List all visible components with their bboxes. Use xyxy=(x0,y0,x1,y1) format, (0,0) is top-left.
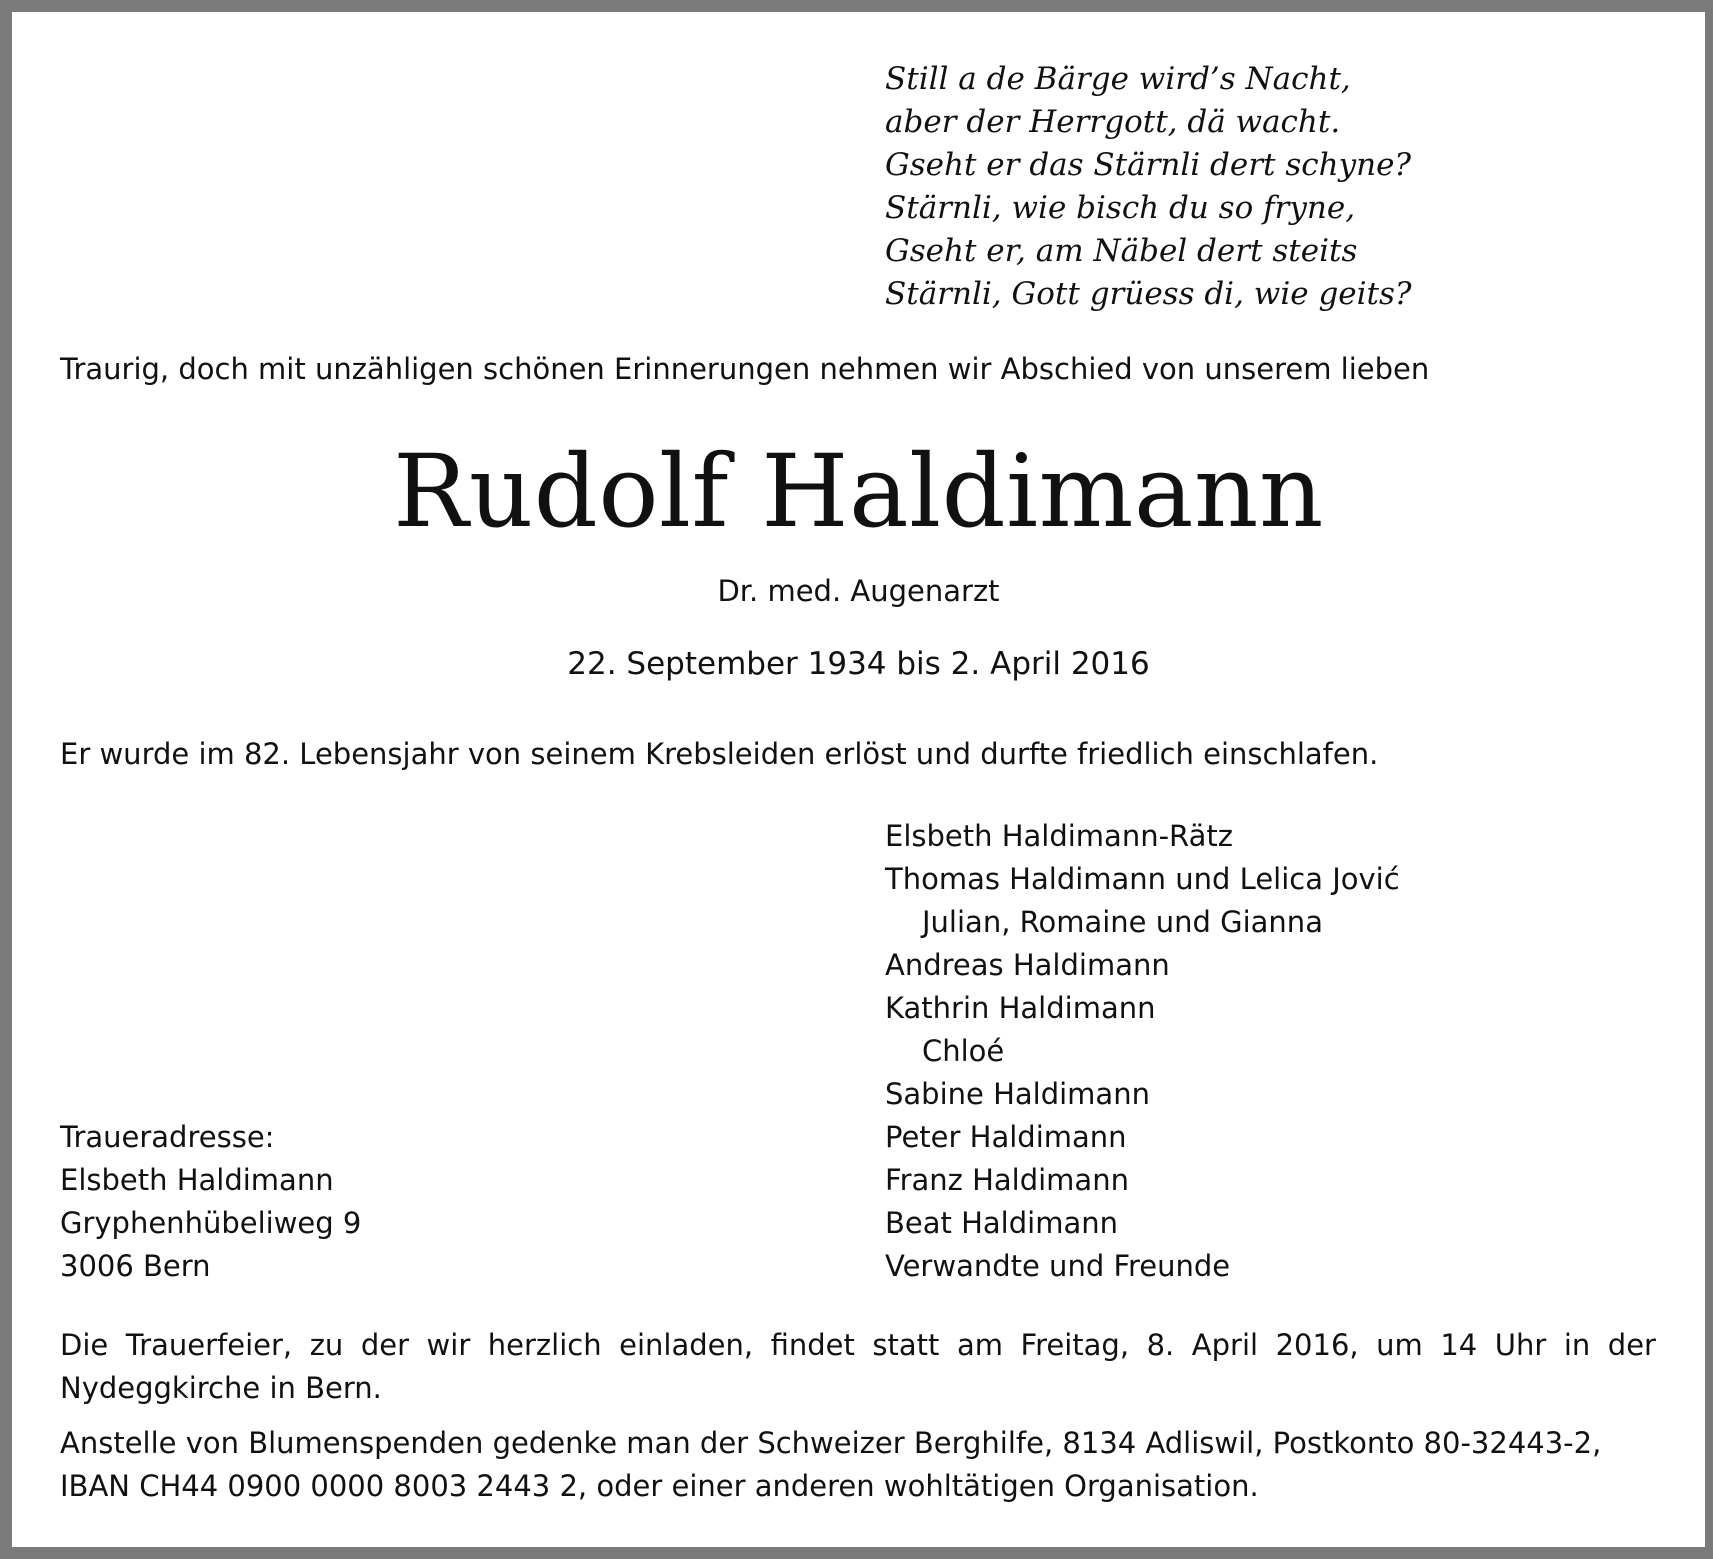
mourner: Peter Haldimann xyxy=(885,1120,1127,1154)
poem-line: Stärnli, Gott grüess di, wie geits? xyxy=(885,276,1412,312)
address-street: Gryphenhübeliweg 9 xyxy=(60,1206,362,1240)
poem xyxy=(885,58,1412,316)
mourner: Beat Haldimann xyxy=(885,1206,1118,1240)
intro-text: Traurig, doch mit unzähligen schönen Erinnerungen nehmen wir Abschied von unserem lieben xyxy=(60,352,1430,386)
poem-line: Gseht er das Stärnli dert schyne? xyxy=(885,147,1412,183)
mourner: Kathrin Haldimann xyxy=(885,991,1156,1025)
mourner: Verwandte und Freunde xyxy=(885,1249,1231,1283)
mourner: Chloé xyxy=(922,1034,1005,1068)
mourner: Julian, Romaine und Gianna xyxy=(922,905,1323,939)
ceremony-text: Die Trauerfeier, zu der wir herzlich einladen, findet statt am Freitag, 8. April 2016, um 14 Uhr in der Nydeggkirche in Bern. xyxy=(60,1328,1656,1405)
poem-line: aber der Herrgott, dä wacht. xyxy=(885,104,1341,140)
address-label: Traueradresse: xyxy=(60,1120,275,1154)
donation-text: Anstelle von Blumenspenden gedenke man der Schweizer Berghilfe, 8134 Adliswil, Postkonto 80-32443-2, IBAN CH44 0900 0000 8003 2443 2, oder einer anderen wohltätigen Organisation. xyxy=(60,1426,1602,1503)
mourner: Elsbeth Haldimann-Rätz xyxy=(885,819,1233,853)
obituary-page xyxy=(12,12,1705,1547)
mourner: Franz Haldimann xyxy=(885,1163,1129,1197)
deceased-dates: 22. September 1934 bis 2. April 2016 xyxy=(567,646,1150,682)
mourner: Sabine Haldimann xyxy=(885,1077,1150,1111)
mourning-address xyxy=(60,1116,361,1288)
deceased-title: Dr. med. Augenarzt xyxy=(717,574,1000,608)
mourner: Thomas Haldimann und Lelica Jović xyxy=(885,862,1400,896)
address-name: Elsbeth Haldimann xyxy=(60,1163,334,1197)
poem-line: Gseht er, am Näbel dert steits xyxy=(885,233,1358,269)
poem-line: Still a de Bärge wird’s Nacht, xyxy=(885,61,1351,97)
passing-text: Er wurde im 82. Lebensjahr von seinem Krebsleiden erlöst und durfte friedlich einschlafen. xyxy=(60,737,1379,771)
poem-line: Stärnli, wie bisch du so fryne, xyxy=(885,190,1356,226)
deceased-name: Rudolf Haldimann xyxy=(393,433,1324,550)
address-city: 3006 Bern xyxy=(60,1249,211,1283)
mourner: Andreas Haldimann xyxy=(885,948,1170,982)
mourners-list xyxy=(885,815,1400,1288)
